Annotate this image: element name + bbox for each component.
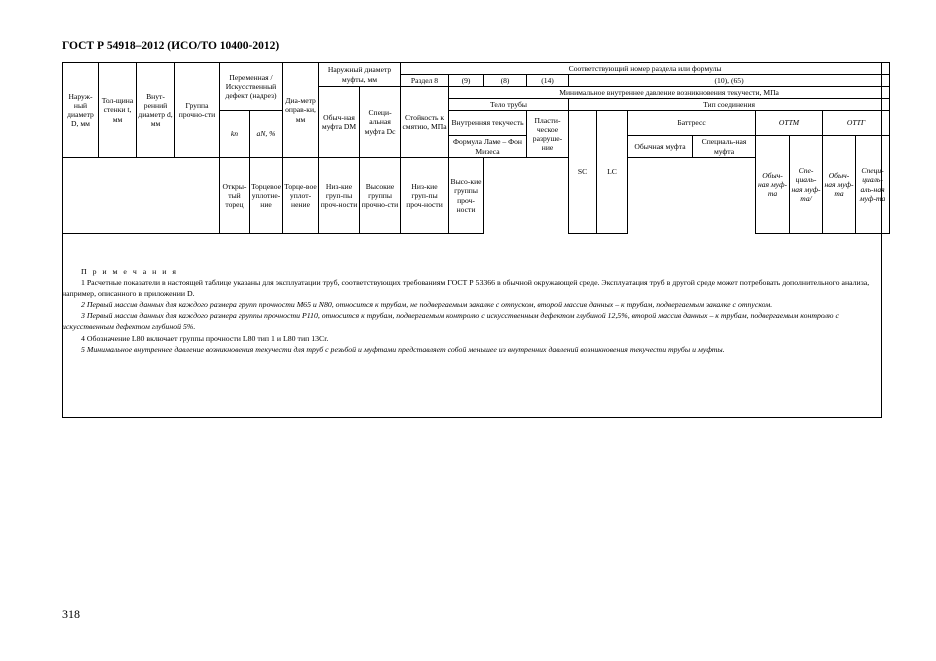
ref-section: Раздел 8	[401, 75, 449, 87]
joint-type-header: Тип соединения	[569, 99, 890, 111]
col-wall-thickness: Тол-щина стенки t, мм	[99, 63, 137, 158]
min-pressure-header: Минимальное внутреннее давление возникновения текучести, МПа	[449, 87, 890, 99]
col-ottm-regular: Обыч-ная муф-та	[756, 136, 790, 234]
buttress-header: Баттресс	[628, 111, 756, 136]
col-buttress-regular-low: Низ-кие груп-пы проч-ности	[319, 158, 360, 234]
note-3: 3 Первый массив данных для каждого размера группы прочности Р110, относится к трубам, подвергаемым контролю с искусственным дефектом глубиной 12,5%, второй массив данных – к трубам, подвергаемым контролю с искусственным дефектом глубиной 5%.	[62, 311, 839, 332]
ottg-header: ОТТГ	[823, 111, 890, 136]
col-coupling-regular: Обыч-ная муфта DM	[319, 87, 360, 158]
col-an: aN, %	[250, 111, 283, 158]
document-header: ГОСТ Р 54918–2012 (ИСО/ТО 10400-2012)	[62, 40, 280, 52]
ref-9: (9)	[449, 75, 484, 87]
col-inner-diameter: Внут-ренний диаметр d, мм	[137, 63, 175, 158]
empty-cell	[63, 158, 220, 234]
col-outer-diameter: Наруж-ный диаметр D, мм	[63, 63, 99, 158]
ottm-header: ОТТМ	[756, 111, 823, 136]
note-1: 1 Расчетные показатели в настоящей таблице указаны для эксплуатации труб, соответствующих требованиям ГОСТ Р 53366 в обычной окружающей среде. Эксплуатация труб в другой среде может потребовать дополнительного анализа, например, описанного в приложении D.	[62, 278, 870, 299]
note-2: 2 Первый массив данных для каждого размера групп прочности М65 и N80, относится к трубам, не подвергаемым закалке с отпуском, второй массив данных – к трубам, подвергаемым закалке с отпуском.	[81, 300, 773, 310]
ref-8: (8)	[484, 75, 527, 87]
notes-section	[62, 266, 882, 355]
col-buttress-regular-high: Высокие группы прочно-сти	[360, 158, 401, 234]
col-ottg-special: Специ-циаль-аль-ная муф-та	[856, 136, 890, 234]
ref-header: Соответствующий номер раздела или формулы	[401, 63, 890, 75]
data-table	[62, 62, 890, 234]
ref-14: (14)	[527, 75, 569, 87]
col-coupling-special: Специ-альная муфта Dc	[360, 87, 401, 158]
col-open-end: Откры-тый торец	[220, 158, 250, 234]
col-end-seal-2: Торце-вое уплот-нение	[283, 158, 319, 234]
col-strength-grade: Группа прочно-сти	[175, 63, 220, 158]
col-coupling-od: Наружный диаметр муфты, мм	[319, 63, 401, 87]
lame-formula-header: Формула Ламе – Фон Мизеса	[449, 136, 527, 158]
special-coupling-header: Специаль-ная муфта	[693, 136, 756, 158]
note-5: 5 Минимальное внутреннее давление возникновения текучести для труб с резьбой и муфтами представляет собой меньшее из внутренних давлений возникновения текучести трубы и муфты.	[81, 344, 725, 354]
col-buttress-special-high: Высо-кие группы проч-ности	[449, 158, 484, 234]
col-ottm-special: Спе-циаль-ная муф-та/	[790, 136, 823, 234]
pipe-body-header: Тело трубы	[449, 99, 569, 111]
note-4: 4 Обозначение L80 включает группы прочности L80 тип 1 и L80 тип 13Cr.	[81, 333, 329, 343]
notes-title: П р и м е ч а н и я	[81, 267, 178, 276]
col-lc: LC	[597, 111, 628, 234]
col-drift-diameter: Диа-метр оправ-ки, мм	[283, 63, 319, 158]
col-end-seal: Торцевое уплотне-ние	[250, 158, 283, 234]
col-ottg-regular: Обыч-ная муф-та	[823, 136, 856, 234]
regular-coupling-header: Обычная муфта	[628, 136, 693, 158]
internal-yield-header: Внутренняя текучесть	[449, 111, 527, 136]
col-sc: SC	[569, 111, 597, 234]
col-plastic-burst: Пласти-ческое разруше-ние	[527, 111, 569, 158]
col-defect: Переменная /Искусственный дефект (надрез)	[220, 63, 283, 111]
ref-10-65: (10), (65)	[569, 75, 890, 87]
col-kn: kn	[220, 111, 250, 158]
page-number: 318	[62, 607, 80, 621]
col-buttress-special-low: Низ-кие груп-пы проч-ности	[401, 158, 449, 234]
col-collapse: Стойкость к смятию, МПа	[401, 87, 449, 158]
